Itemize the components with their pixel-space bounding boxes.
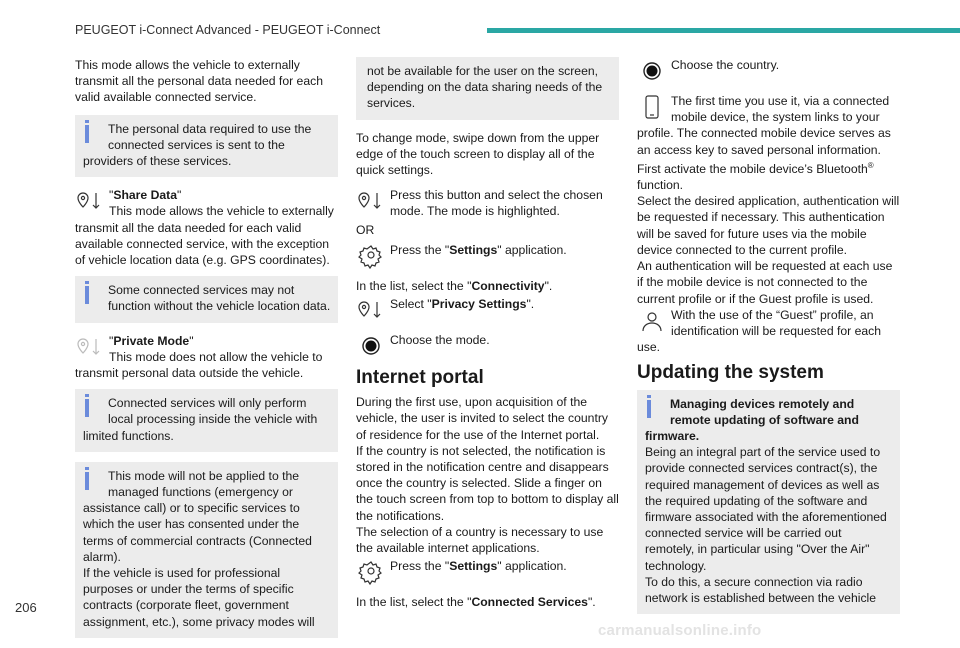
column-3: Choose the country. The first time you use it, via a connected mobile device, the system links to your profile. The connected mobile device serves as an access key to saved personal information. First activate the mobile device’s Bluetooth® function. Select the desired application, authentication will be requested if necessary. This authentication will be saved for future uses via the mobile device connected to the current profile. An authentication will be requested at each use if the mobile device is not connected to the current profile or if the Guest profile is used. With the use of the “Guest” profile, an identification will be requested for each use. Updating the system Managing devices remotely and remote updating of software and firmware. Being an integral part of the service used to provide connected services contract(s), the required management of devices as well as the required updating of the software and firmware associated with the aforementioned connected service will be carried out remotely, in particular using "Over the Air" technology. To do this, a secure connection via radio network is established between the vehicle	[637, 57, 900, 624]
intro-paragraph: This mode allows the vehicle to externally transmit all the personal data needed for each valid available connected service.	[75, 58, 323, 105]
choose-country-step: Choose the country.	[637, 57, 900, 85]
private-mode-item: "Private Mode" This mode does not allow the vehicle to transmit personal data outside the vehicle.	[75, 333, 323, 381]
map-pin-off-icon	[75, 333, 105, 361]
info-note: Some connected services may not function without the vehicle location data.	[75, 276, 338, 322]
press-button-step: Press this button and select the chosen mode. The mode is highlighted.	[356, 187, 619, 219]
map-pin-sort-icon	[75, 187, 105, 215]
info-note-continued: not be available for the user on the screen, depending on the data sharing needs of the services.	[356, 57, 619, 120]
smartphone-icon	[637, 93, 667, 121]
settings-step: Press the "Settings" application.	[356, 558, 619, 586]
header-title: PEUGEOT i-Connect Advanced - PEUGEOT i-Connect	[75, 23, 381, 37]
mobile-device-step: The first time you use it, via a connected mobile device, the system links to your	[637, 93, 900, 125]
privacy-settings-step: Select "Privacy Settings".	[356, 296, 619, 324]
info-icon	[647, 400, 651, 418]
radio-target-icon	[356, 332, 386, 360]
user-icon	[637, 307, 667, 335]
change-mode-paragraph: To change mode, swipe down from the upper edge of the touch screen to display all of the quick settings.	[356, 130, 600, 178]
info-note: Managing devices remotely and remote updating of software and firmware. Being an integral part of the service used to provide connected services contract(s), the required management of devices as well as the required updating of the software and firmware associated with the aforementioned connected service will be carried out remotely, in particular using "Over the Air" technology. To do this, a secure connection via radio network is established between the vehicle	[637, 390, 900, 615]
gear-icon	[356, 558, 386, 586]
info-icon	[85, 286, 89, 304]
map-pin-sort-icon	[356, 187, 386, 215]
info-note: The personal data required to use the connected services is sent to the providers of these services.	[75, 115, 338, 178]
watermark: carmanualsonline.info	[598, 622, 762, 639]
info-icon	[85, 125, 89, 143]
info-note: This mode will not be applied to the managed functions (emergency or assistance call) or to specific services to which the user has consented under the terms of commercial contracts (Connected alarm). If the vehicle is used for professional purposes or under the terms of specific contracts (corporate fleet, government assignment, etc.), some privacy modes will	[75, 462, 338, 638]
column-1	[75, 57, 338, 648]
guest-profile-step: With the use of the “Guest” profile, an identification will be requested for each	[637, 307, 900, 339]
choose-mode-step: Choose the mode.	[356, 332, 619, 360]
column-2: not be available for the user on the screen, depending on the data sharing needs of the services. To change mode, swipe down from the upper edge of the touch screen to display all of the quick settings. Press this button and select the chosen mode. The mode is highlighted. OR Press the "Settings" application. In the list, select the "Connectivity". Select "Privacy Settings". Choose the mode. Internet portal During the first use, upon acquisition of the vehicle, the user is invited to select the country of residence for the use of the Internet portal. If the country is not selected, the notification is stored in the notification centre and disappears once the country is selected. Slide a finger on the touch screen from top to bottom to display all the notifications. The selection of a country is necessary to use the available internet applications. Press the "Settings" application. In the list, select the "Connected Services".	[356, 57, 619, 619]
or-label: OR	[356, 222, 375, 237]
header-accent-bar	[487, 28, 960, 33]
info-note: Connected services will only perform local processing inside the vehicle with limited functions.	[75, 389, 338, 452]
share-data-item: "Share Data" This mode allows the vehicle to externally transmit all the data needed for each valid available connected service, with the exception of vehicle location data (e.g. GPS coordinates).	[75, 188, 334, 268]
updating-system-heading: Updating the system	[637, 362, 824, 384]
info-icon	[85, 472, 89, 490]
radio-target-icon	[637, 57, 667, 85]
internet-portal-heading: Internet portal	[356, 367, 484, 389]
gear-icon	[356, 242, 386, 270]
info-icon	[85, 399, 89, 417]
settings-step: Press the "Settings" application.	[356, 242, 619, 270]
map-pin-sort-icon	[356, 296, 386, 324]
page-number: 206	[15, 600, 37, 615]
